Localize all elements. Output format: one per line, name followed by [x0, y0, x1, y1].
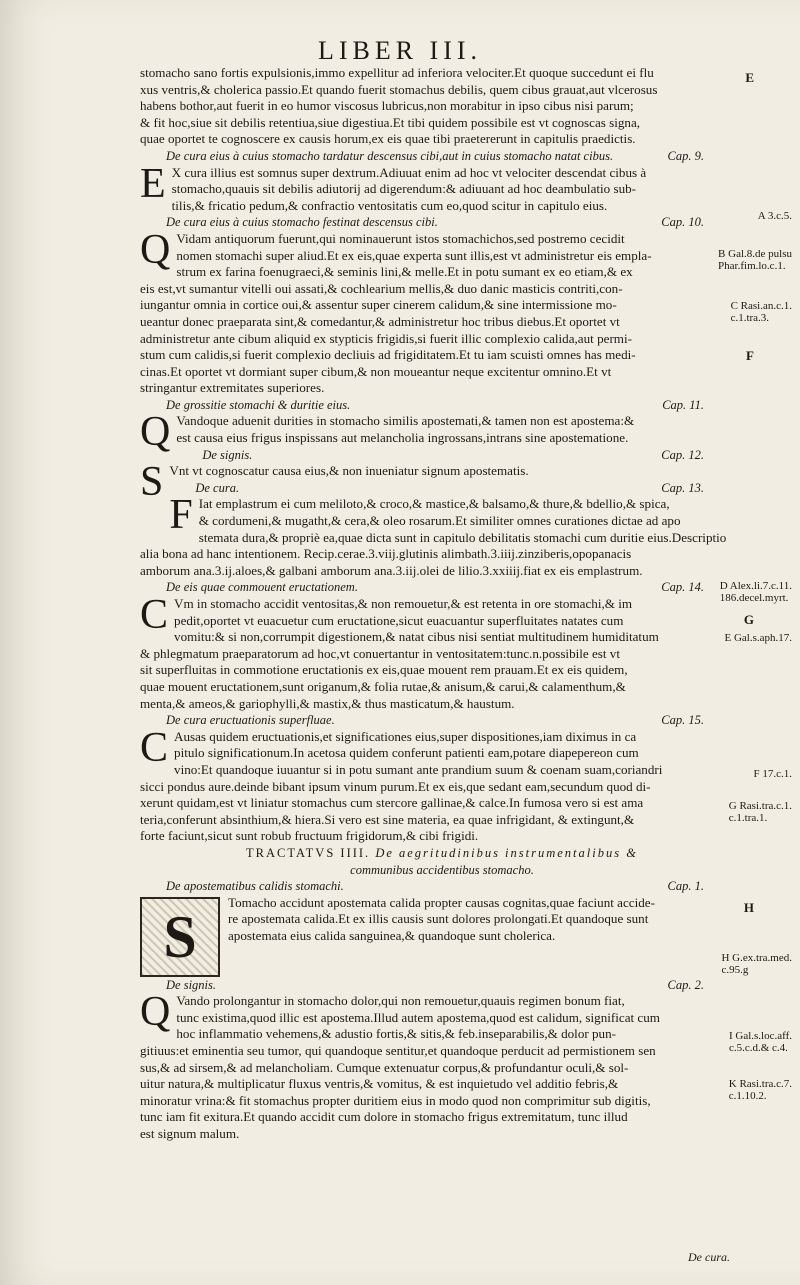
text-line: tilis,& fricatio pedum,& confractio ventositatis cum eo,quod scitur in capitulo eius.: [171, 197, 608, 213]
text-line: re apostemata calida.Et ex illis causis sunt dolores prolongati.Et quandoque sunt: [228, 911, 649, 927]
text-line: est signum malum.: [140, 1126, 240, 1142]
text-line: cinas.Et oportet vt dormiant super cibum,& non moueantur neque excitentur omnino.Et vt: [140, 363, 612, 379]
chapter-title: De cura.: [195, 480, 240, 495]
text-line: Iat emplastrum ei cum meliloto,& croco,& mastice,& balsamo,& thure,& bdellio,& spica,: [198, 496, 670, 512]
text-line: & phlegmatum praeparatorum ad hoc,vt conuertantur in ventositatem:tunc.n.possibile est vt: [140, 645, 620, 661]
chapter-number: Cap. 13.: [661, 480, 704, 495]
side-note: H G.ex.tra.med. c.95.g: [721, 952, 792, 976]
chapter-number: Cap. 12.: [661, 447, 704, 462]
side-note: K Rasi.tra.c.7. c.1.10.2.: [728, 1078, 792, 1102]
paragraph: [140, 895, 744, 977]
chapter-heading: [140, 712, 744, 729]
paragraph: [140, 989, 744, 1142]
side-note: D Alex.li.7.c.11. 186.decel.myrt.: [719, 580, 792, 604]
text-line: Vnt vt cognoscatur causa eius,& non inueniatur signum apostematis.: [169, 463, 529, 479]
text-line: pedit,oportet vt euacuetur cum eructatione,sicut euacuantur superfluitates natates cum: [174, 612, 624, 628]
catchword: De cura.: [688, 1250, 730, 1264]
side-note: B Gal.8.de pulsu Phar.fim.lo.c.1.: [718, 248, 792, 272]
margin-letter: G: [743, 612, 754, 627]
text-line: & cordumeni,& mugatht,& cera,& oleo rosarum.Et similiter omnes curationes dictae ad apo: [198, 513, 681, 529]
paragraph: [140, 724, 744, 845]
chapter-heading: [140, 878, 744, 895]
text-line: Ausas quidem eructuationis,et significationes eius,super dispositiones,iam diximus in ca: [174, 728, 637, 744]
chapter-title: De signis.: [166, 977, 216, 992]
chapter-title: De cura eius à cuius stomacho tardatur descensus cibi,aut in cuius stomacho natat cibus.: [166, 148, 614, 163]
text-line: habens bothor,aut fuerit in eo humor viscosus lubricus,non morabitur in ipso cibus nisi parum;: [140, 98, 634, 114]
drop-cap: Q: [140, 409, 171, 456]
chapter-number: Cap. 9.: [667, 148, 704, 163]
running-head: LIBER III.: [317, 36, 483, 65]
text-line: nomen stomachi super aliud.Et ex eis,quae experta sunt illis,est vt administretur eis empla-: [176, 247, 652, 263]
text-line: apostemata eius calida sanguinea,& quandoque sunt cholerica.: [228, 927, 556, 943]
paragraph: [140, 226, 744, 397]
drop-cap: S: [140, 459, 164, 506]
text-line: X cura illius est somnus super dextrum.Adiuuat enim ad hoc vt velociter descendat cibus à: [171, 164, 647, 180]
chapter-title: De cura eructuationis superfluae.: [166, 713, 335, 728]
text-line: ueantur donec praeparata sint,& comedantur,& administretur hoc tribus diebus.Et oportet vt: [140, 313, 620, 329]
text-line: stomacho sano fortis expulsionis,immo expellitur ad inferiora velociter.Et quoque succedunt ei flu: [140, 65, 654, 80]
chapter-title: De eis quae commouent eructationem.: [166, 580, 358, 595]
text-line: tunc iam fit exitura.Et quando accidit cum dolore in stomacho frigus extremitatum, tunc illud: [140, 1109, 628, 1125]
text-line: tunc existima,quod illic est apostema.Illud autem apostema,quod est calidum, significat cum: [176, 1009, 660, 1025]
text-line: teria,conferunt absinthium,& hiera.Si vero est sine materia, ea quae infrigidant, & extingunt,&: [140, 811, 635, 827]
chapter-title: De cura eius à cuius stomacho festinat descensus cibi.: [166, 215, 438, 230]
text-line: & fit hoc,siue sit debilis retentiua,siue digestiua.Et tibi quidem possibile est vt cognoscas signa,: [140, 114, 641, 130]
chapter-number: Cap. 2.: [667, 977, 704, 992]
margin-letter: H: [743, 900, 754, 915]
side-note: E Gal.s.aph.17.: [724, 632, 792, 644]
text-line: menta,& ameos,& gariophylli,& mastix,& thus masticatum,& haustum.: [140, 695, 515, 711]
ornamental-initial: [140, 897, 220, 977]
paragraph: [140, 492, 744, 579]
text-line: est causa eius frigus inspissans aut melancholia ingrossans,intrans sine apostematione.: [176, 430, 629, 446]
drop-cap: E: [140, 160, 166, 207]
text-line: quae oportet te cognoscere ex causis horum,ex eis quae tibi praetererunt in capitulis praedictis.: [140, 131, 636, 147]
text-line: Tomacho accidunt apostemata calida propter causas cognitas,quae faciunt accide-: [228, 894, 655, 910]
chapter-heading: [169, 480, 744, 497]
drop-cap: C: [140, 592, 169, 638]
text-line: quae mouent eructationem,sunt origanum,& folia rutae,& anisum,& carui,& calamenthum,&: [140, 678, 626, 694]
text-line: gitiuus:et eminentia seu tumor, qui quandoque sentitur,et quandoque perducit ad permistionem sen: [140, 1043, 656, 1059]
chapter-heading: [140, 579, 744, 596]
opening-lines: [140, 65, 744, 148]
text-line: xerunt quidam,est vt liniatur stomachus cum stercore gallinae,& calce.In fumosa vero si est ama: [140, 795, 644, 811]
chapter-title: De apostematibus calidis stomachi.: [166, 879, 344, 894]
ornamental-letter: S: [163, 903, 197, 970]
side-note: G Rasi.tra.c.1. c.1.tra.1.: [728, 800, 792, 824]
text-line: stomacho,quauis sit debilis adiutorij ad digerendum:& adiuuant ad hoc deambulatio sub-: [171, 181, 637, 197]
text-line: pitulo significationum.In acetosa quidem conferunt patienti eam,potare diapepereon cum: [174, 745, 639, 761]
chapter-title: De signis.: [202, 447, 253, 462]
text-line: alia bona ad hanc intentionem. Recip.cerae.3.viij.glutinis alimbath.3.iiij.zinziberis,opopanacis: [140, 546, 632, 562]
tractate-title-cont: communibus accidentibus stomacho.: [350, 862, 534, 877]
chapter-number: Cap. 15.: [661, 713, 704, 728]
text-line: iungantur omnia in cortice oui,& assentur super cinerem calidum,& sine intermissione mo-: [140, 297, 617, 313]
chapter-heading: [140, 148, 744, 165]
text-line: hoc inflammatio vehemens,& adustio fortis,& sitis,& feb.inseparabilis,& dolor pun-: [176, 1026, 617, 1042]
text-line: minoratur vrina:& fit stomachus propter duritiem eius in modo quod non comprimitur sub digitis,: [140, 1092, 651, 1108]
chapter-title: De grossitie stomachi & duritie eius.: [166, 397, 351, 412]
margin-letter: F: [746, 348, 754, 363]
text-line: stum cum calidis,si fuerit complexio decliuis ad frigiditatem.Et tu iam scuisti omnes has medi-: [140, 347, 636, 363]
text-line: forte faciunt,sicut sunt robub fructuum frigidorum,& cibi frigidi.: [140, 828, 479, 844]
text-line: Vm in stomacho accidit ventositas,& non remouetur,& est retenta in ore stomachi,& im: [174, 596, 633, 611]
text-line: Vandoque aduenit durities in stomacho similis apostemati,& tamen non est apostema:&: [176, 413, 635, 429]
margin-letter: E: [745, 70, 754, 85]
drop-cap: C: [140, 724, 169, 771]
text-line: vomitu:& si non,corrumpit digestionem,& natat cibus nisi sentiat multitudinem humiditatum: [174, 629, 659, 645]
text-line: stemata dura,& propriè ea,quae dicta sunt in capitulo debilitatis stomachi cum duritie eius.Descriptio: [198, 529, 727, 545]
tractate-label: TRACTATVS IIII.: [246, 845, 371, 860]
chapter-heading: [140, 977, 744, 994]
text-line: strum ex farina foenugraeci,& seminis lini,& melle.Et in potu sumant ex eo etiam,& ex: [176, 264, 633, 280]
chapter-number: Cap. 14.: [661, 580, 704, 595]
tractate-heading: [140, 845, 744, 862]
chapter-number: Cap. 1.: [667, 879, 704, 894]
side-note: F 17.c.1.: [753, 768, 792, 780]
main-text: [140, 65, 744, 1143]
tractate-title: De aegritudinibus instrumentalibus &: [375, 845, 638, 860]
chapter-heading: [140, 214, 744, 231]
paragraph: [140, 160, 744, 215]
drop-cap: Q: [140, 226, 171, 273]
chapter-number: Cap. 11.: [662, 397, 704, 412]
text-line: uitur natura,& multiplicatur fluxus ventris,& vomitus, & est inquietudo vel additio febris,&: [140, 1076, 619, 1092]
text-line: stringantur extremitates superiores.: [140, 380, 325, 396]
side-note: I Gal.s.loc.aff. c.5.c.d.& c.4.: [728, 1030, 792, 1054]
paragraph: [140, 592, 744, 712]
drop-cap: Q: [140, 989, 171, 1036]
drop-cap: F: [169, 492, 193, 539]
text-line: xus ventris,& cholerica passio.Et quando fuerit stomachus debilis, quem cibus grauat,aut vlcerosus: [140, 81, 658, 97]
tractate-subtitle: [140, 862, 744, 879]
text-line: Vando prolongantur in stomacho dolor,qui non remouetur,quauis regimen bonum fiat,: [176, 993, 625, 1009]
text-line: administretur ante cibum aliquid ex stypticis frigidis,si fuerit illic complexio calida,aut permi-: [140, 330, 632, 346]
text-line: sit superfluitas in commotione eructationis ex eis,quae mouent rem prauam.Et ex eis quidem,: [140, 662, 628, 678]
text-line: sicci pondus aure.deinde bibant ipsum vinum purum.Et ex eis,que sedant eam,secundum quod di-: [140, 778, 651, 794]
text-line: Vidam antiquorum fuerunt,qui nominauerunt istos stomachichos,sed postremo cecidit: [176, 230, 625, 246]
chapter-heading: [176, 447, 744, 464]
side-note: A 3.c.5.: [757, 210, 792, 222]
text-line: sus,& ad sirsem,& ad melancholiam. Cumque extenuatur corpus,& profundantur oculi,& sol-: [140, 1059, 629, 1075]
chapter-number: Cap. 10.: [661, 215, 704, 230]
chapter-heading: [140, 397, 744, 414]
text-line: vino:Et quandoque iuuantur si in potu sumant ante prandium suum & coenam suam,coriandri: [174, 761, 663, 777]
text-line: amborum ana.3.ij.aloes,& galbani amborum ana.3.iij.olei de lilio.3.xxiiij.fiat ex eis emplastrum.: [140, 562, 643, 578]
text-line: eis est,vt sumantur vitelli oui assati,& cochlearium mellis,& duo danic masticis contriti,con-: [140, 280, 623, 296]
side-note: C Rasi.an.c.1. c.1.tra.3.: [730, 300, 792, 324]
